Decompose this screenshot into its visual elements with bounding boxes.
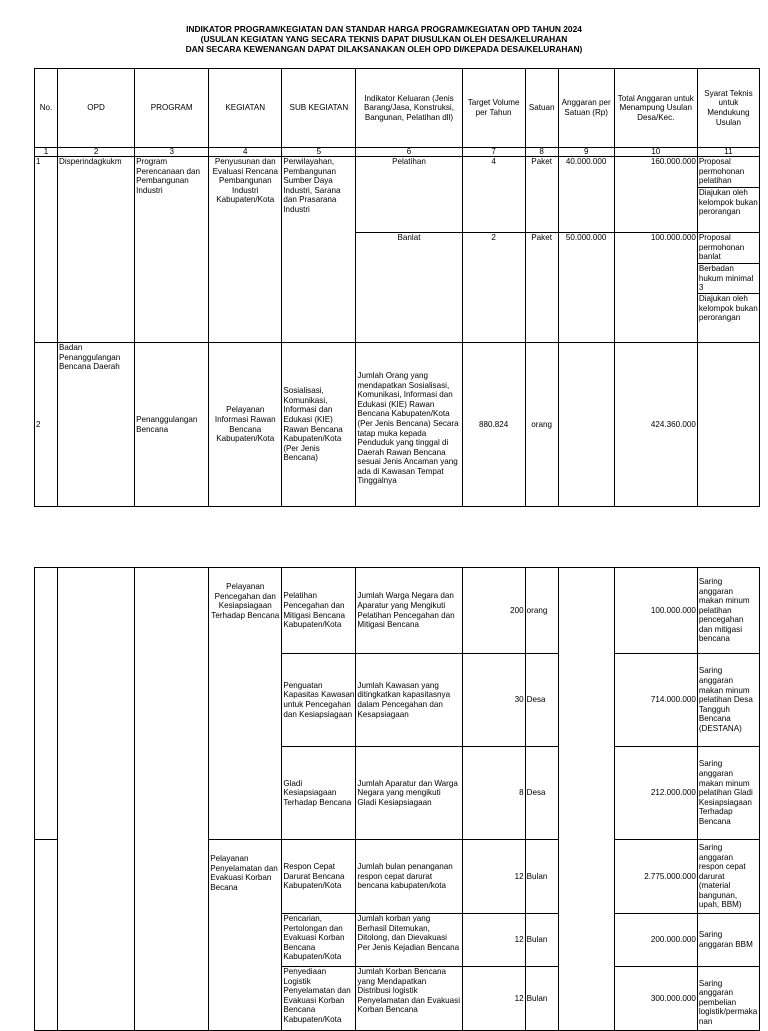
row-satuan: Paket (525, 233, 558, 343)
row-syarat: Saring anggaran makan minum pelatihan Desa Tangguh Bencana (DESTANA) (697, 654, 759, 747)
row-sub-kegiatan: Pencarian, Pertolongan dan Evakuasi Korban Bencana Kabupaten/Kota (282, 914, 356, 967)
col-number: 8 (525, 148, 558, 157)
row-total: 714.000.000 (614, 654, 697, 747)
header-anggaran: Anggaran per Satuan (Rp) (558, 69, 614, 148)
row-sub-kegiatan: Pelatihan Pencegahan dan Mitigasi Bencana Kabupaten/Kota (282, 568, 356, 654)
row-syarat: Saring anggaran pembelian logistik/permakanan (697, 967, 759, 1031)
col-number: 11 (697, 148, 759, 157)
header-total: Total Anggaran untuk Menampung Usulan Desa/Kec. (614, 69, 697, 148)
row-target: 8 (462, 747, 525, 840)
row-satuan: orang (525, 343, 558, 507)
col-number: 9 (558, 148, 614, 157)
row-syarat: Saring anggaran makan minum pelatihan Gladi Kesiapsiagaan Terhadap Bencana (697, 747, 759, 840)
row-indikator: Jumlah Aparatur dan Warga Negara yang mengikuti Gladi Kesiapsiagaan (356, 747, 462, 840)
col-number: 3 (135, 148, 209, 157)
row-total: 424.360.000 (614, 343, 697, 507)
row-sub-kegiatan: Sosialisasi, Komunikasi, Informasi dan Edukasi (KIE) Rawan Bencana Kabupaten/Kota (Per Jenis Bencana) (282, 343, 356, 507)
row-total: 100.000.000 (614, 568, 697, 654)
syarat-item: Diajukan oleh kelompok bukan perorangan (698, 188, 758, 217)
col-number: 6 (356, 148, 462, 157)
row-indikator: Banlat (356, 233, 462, 343)
row-indikator: Pelatihan (356, 157, 462, 233)
col-number: 10 (614, 148, 697, 157)
row-program (135, 568, 209, 1031)
row-total: 212.000.000 (614, 747, 697, 840)
row-total: 300.000.000 (614, 967, 697, 1031)
row-total: 100.000.000 (614, 233, 697, 343)
col-number: 2 (58, 148, 135, 157)
row-target: 200 (462, 568, 525, 654)
indicator-table-page-1 (34, 68, 760, 507)
row-opd (58, 568, 135, 1031)
row-indikator: Jumlah Kawasan yang ditingkatkan kapasitasnya dalam Pencegahan dan Kesapsiagaan (356, 654, 462, 747)
row-anggaran (558, 343, 614, 507)
row-syarat (697, 233, 759, 343)
row-syarat: Saring anggaran BBM (697, 914, 759, 967)
header-kegiatan: KEGIATAN (209, 69, 282, 148)
row-no (35, 840, 58, 1031)
col-number: 7 (462, 148, 525, 157)
title-line-2: (USULAN KEGIATAN YANG SECARA TEKNIS DAPAT DIUSULKAN OLEH DESA/KELURAHAN (200, 34, 568, 44)
row-sub-kegiatan: Respon Cepat Darurat Bencana Kabupaten/Kota (282, 840, 356, 914)
row-satuan: Bulan (525, 967, 558, 1031)
title-line-1: INDIKATOR PROGRAM/KEGIATAN DAN STANDAR HARGA PROGRAM/KEGIATAN OPD TAHUN 2024 (186, 24, 582, 34)
row-syarat (697, 157, 759, 233)
row-total: 2.775.000.000 (614, 840, 697, 914)
row-satuan: Bulan (525, 840, 558, 914)
row-kegiatan: Penyusunan dan Evaluasi Rencana Pembangunan Industri Kabupaten/Kota (209, 157, 282, 343)
row-syarat (697, 343, 759, 507)
header-target: Target Volume per Tahun (462, 69, 525, 148)
syarat-item: Berbadan hukum minimal 3 (698, 263, 759, 293)
row-kegiatan: Pelayanan Pencegahan dan Kesiapsiagaan Terhadap Bencana (209, 568, 282, 840)
row-target: 30 (462, 654, 525, 747)
row-indikator: Jumlah Korban Bencana yang Mendapatkan Distribusi logistik Penyelamatan dan Evakuasi Korban Bencana (356, 967, 462, 1031)
row-kegiatan: Pelayanan Informasi Rawan Bencana Kabupaten/Kota (209, 343, 282, 507)
row-no: 2 (35, 343, 58, 507)
row-program: Program Perencanaan dan Pembangunan Industri (135, 157, 209, 343)
row-satuan: Bulan (525, 914, 558, 967)
row-target: 2 (462, 233, 525, 343)
row-sub-kegiatan: Penyediaan Logistik Penyelamatan dan Evakuasi Korban Bencana Kabupaten/Kota (282, 967, 356, 1031)
row-sub-kegiatan: Gladi Kesiapsiagaan Terhadap Bencana (282, 747, 356, 840)
row-opd: Disperindagkukm (58, 157, 135, 343)
row-no: 1 (35, 157, 58, 343)
col-number: 1 (35, 148, 58, 157)
row-satuan: orang (525, 568, 558, 654)
header-satuan: Satuan (525, 69, 558, 148)
row-target: 12 (462, 914, 525, 967)
row-kegiatan: Pelayanan Penyelamatan dan Evakuasi Korban Becana (209, 840, 282, 1031)
row-sub-kegiatan: Penguatan Kapasitas Kawasan untuk Pencegahan dan Kesiapsiagaan (282, 654, 356, 747)
row-indikator: Jumlah korban yang Berhasil Ditemukan, Ditolong, dan Dievakuasi Per Jenis Kejadian Bencana (356, 914, 462, 967)
syarat-item: Proposal permohonan pelatihan (698, 157, 745, 186)
syarat-item: Diajukan oleh kelompok bukan perorangan (698, 294, 758, 323)
row-anggaran: 40.000.000 (558, 157, 614, 233)
row-anggaran (558, 568, 614, 1031)
row-no (35, 568, 58, 840)
row-satuan: Desa (525, 654, 558, 747)
syarat-item: Proposal permohonan banlat (698, 233, 745, 262)
header-sub-kegiatan: SUB KEGIATAN (282, 69, 356, 148)
row-sub-kegiatan: Perwilayahan, Pembangunan Sumber Daya Industri, Sarana dan Prasarana Industri (282, 157, 356, 343)
header-no: No. (35, 69, 58, 148)
col-number: 4 (209, 148, 282, 157)
row-target: 12 (462, 840, 525, 914)
row-syarat: Saring anggaran respon cepat darurat (material bangunan, upah, BBM) (697, 840, 759, 914)
row-indikator: Jumlah Orang yang mendapatkan Sosialisasi, Komunikasi, Informasi dan Edukasi (KIE) Rawan Bencana Kabupaten/Kota (Per Jenis Bencana) Secara tatap muka kepada Penduduk yang tinggal di Daerah Rawan Bencana sesuai Jenis Ancaman yang ada di Kawasan Tempat Tinggalnya (356, 343, 462, 507)
indicator-table-page-2 (34, 567, 760, 1031)
row-indikator: Jumlah bulan penanganan respon cepat darurat bencana kabupaten/kota (356, 840, 462, 914)
header-syarat: Syarat Teknis untuk Mendukung Usulan (697, 69, 759, 148)
header-row (35, 69, 760, 148)
row-satuan: Paket (525, 157, 558, 233)
row-target: 4 (462, 157, 525, 233)
row-total: 200.000.000 (614, 914, 697, 967)
row-satuan: Desa (525, 747, 558, 840)
header-indikator: Indikator Keluaran (Jenis Barang/Jasa, Konstruksi, Bangunan, Pelatihan dll) (356, 69, 462, 148)
row-opd (58, 343, 135, 507)
row-target: 880.824 (462, 343, 525, 507)
header-opd: OPD (58, 69, 135, 148)
table-row (35, 568, 760, 654)
column-number-row (35, 148, 760, 157)
document-title (0, 24, 768, 54)
row-program: Penanggulangan Bencana (135, 343, 209, 507)
row-total: 160.000.000 (614, 157, 697, 233)
row-target: 12 (462, 967, 525, 1031)
title-line-3: DAN SECARA KEWENANGAN DAPAT DILAKSANAKAN OLEH OPD DI/KEPADA DESA/KELURAHAN) (185, 44, 583, 54)
opd-name: Badan Penanggulangan Bencana Daerah (59, 343, 121, 372)
col-number: 5 (282, 148, 356, 157)
row-indikator: Jumlah Warga Negara dan Aparatur yang Mengikuti Pelatihan Pencegahan dan Mitigasi Bencana (356, 568, 462, 654)
table-row (35, 343, 760, 507)
table-row (35, 157, 760, 233)
header-program: PROGRAM (135, 69, 209, 148)
row-syarat: Saring anggaran makan minum pelatihan pencegahan dan mitigasi bencana (697, 568, 759, 654)
row-anggaran: 50.000.000 (558, 233, 614, 343)
